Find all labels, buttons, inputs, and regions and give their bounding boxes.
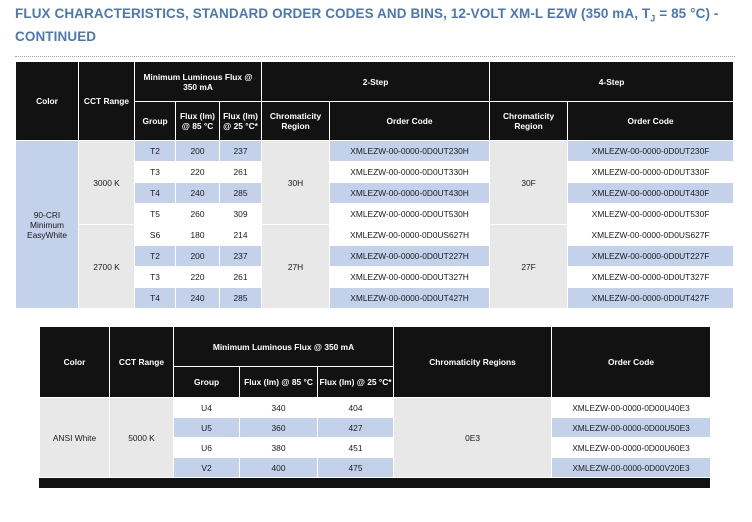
order-code-cell: XMLEZW-00-0000-0D0UT227F [568,246,734,267]
order-code-cell: XMLEZW-00-0000-0D0UT430F [568,183,734,204]
page-title [15,5,735,45]
flux85-cell: 220 [176,162,220,183]
order-code-cell: XMLEZW-00-0000-0D0UT230F [568,141,734,162]
group-cell: V2 [174,458,240,478]
title-main: FLUX CHARACTERISTICS, STANDARD ORDER CODES AND BINS, 12-VOLT XM-L EZW (350 mA, T [15,6,651,21]
header-min-flux: Minimum Luminous Flux @ 350 mA [135,62,262,102]
flux25-cell: 427 [318,418,394,438]
order-code-cell: XMLEZW-00-0000-0D0UT427H [330,288,490,309]
order-code-cell: XMLEZW-00-0000-0D0UT530F [568,204,734,225]
header-group: Group [135,102,176,141]
title-line2: CONTINUED [15,28,97,44]
order-code-cell: XMLEZW-00-0000-0D00V20E3 [552,458,711,478]
order-code-cell: XMLEZW-00-0000-0D0US627F [568,225,734,246]
flux25-cell: 261 [220,162,262,183]
flux85-cell: 220 [176,267,220,288]
flux25-cell: 214 [220,225,262,246]
order-code-cell: XMLEZW-00-0000-0D00U50E3 [552,418,711,438]
header-group: Group [174,367,240,398]
order-code-cell: XMLEZW-00-0000-0D0UT327H [330,267,490,288]
title-divider [15,56,735,57]
title-subscript: J [650,13,656,24]
header-cct-range: CCT Range [79,62,135,141]
flux85-cell: 260 [176,204,220,225]
group-cell: T4 [135,288,176,309]
header-chromaticity-4step: Chromaticity Region [490,102,568,141]
header-2-step: 2-Step [262,62,490,102]
header-chromaticity-regions: Chromaticity Regions [394,327,552,398]
group-cell: T4 [135,183,176,204]
header-flux-85: Flux (lm) @ 85 °C [176,102,220,141]
header-flux-25: Flux (lm) @ 25 °C* [318,367,394,398]
flux25-cell: 475 [318,458,394,478]
chromaticity-cell: 27H [262,225,330,309]
flux-table-ansi [39,326,711,478]
flux85-cell: 240 [176,183,220,204]
group-cell: T3 [135,267,176,288]
flux-table-ezw [15,61,734,309]
header-chromaticity-2step: Chromaticity Region [262,102,330,141]
color-cell: 90-CRI Minimum EasyWhite [16,141,79,309]
header-order-code-4step: Order Code [568,102,734,141]
chromaticity-cell: 30H [262,141,330,225]
group-cell: U4 [174,398,240,418]
flux85-cell: 200 [176,141,220,162]
flux25-cell: 309 [220,204,262,225]
flux85-cell: 380 [240,438,318,458]
chromaticity-cell: 27F [490,225,568,309]
header-min-flux: Minimum Luminous Flux @ 350 mA [174,327,394,367]
flux85-cell: 360 [240,418,318,438]
order-code-cell: XMLEZW-00-0000-0D00U60E3 [552,438,711,458]
group-cell: T2 [135,141,176,162]
group-cell: U5 [174,418,240,438]
group-cell: S6 [135,225,176,246]
color-cell: ANSI White [40,398,110,478]
order-code-cell: XMLEZW-00-0000-0D0UT430H [330,183,490,204]
header-order-code: Order Code [552,327,711,398]
header-color: Color [40,327,110,398]
order-code-cell: XMLEZW-00-0000-0D0UT330H [330,162,490,183]
chromaticity-cell: 0E3 [394,398,552,478]
flux25-cell: 404 [318,398,394,418]
order-code-cell: XMLEZW-00-0000-0D0UT530H [330,204,490,225]
flux85-cell: 180 [176,225,220,246]
header-color: Color [16,62,79,141]
header-flux-25: Flux (lm) @ 25 °C* [220,102,262,141]
order-code-cell: XMLEZW-00-0000-0D0US627H [330,225,490,246]
order-code-cell: XMLEZW-00-0000-0D0UT227H [330,246,490,267]
group-cell: U6 [174,438,240,458]
flux85-cell: 240 [176,288,220,309]
order-code-cell: XMLEZW-00-0000-0D0UT330F [568,162,734,183]
flux25-cell: 261 [220,267,262,288]
flux85-cell: 340 [240,398,318,418]
flux25-cell: 285 [220,288,262,309]
header-4-step: 4-Step [490,62,734,102]
flux85-cell: 400 [240,458,318,478]
cct-cell: 5000 K [110,398,174,478]
header-flux-85: Flux (lm) @ 85 °C [240,367,318,398]
cct-cell: 2700 K [79,225,135,309]
chromaticity-cell: 30F [490,141,568,225]
header-cct-range: CCT Range [110,327,174,398]
group-cell: T3 [135,162,176,183]
title-suffix: = 85 °C) - [655,6,719,21]
flux85-cell: 200 [176,246,220,267]
flux25-cell: 451 [318,438,394,458]
flux25-cell: 285 [220,183,262,204]
cct-cell: 3000 K [79,141,135,225]
header-order-code-2step: Order Code [330,102,490,141]
order-code-cell: XMLEZW-00-0000-0D0UT327F [568,267,734,288]
group-cell: T5 [135,204,176,225]
flux25-cell: 237 [220,246,262,267]
flux25-cell: 237 [220,141,262,162]
group-cell: T2 [135,246,176,267]
order-code-cell: XMLEZW-00-0000-0D0UT427F [568,288,734,309]
order-code-cell: XMLEZW-00-0000-0D00U40E3 [552,398,711,418]
order-code-cell: XMLEZW-00-0000-0D0UT230H [330,141,490,162]
